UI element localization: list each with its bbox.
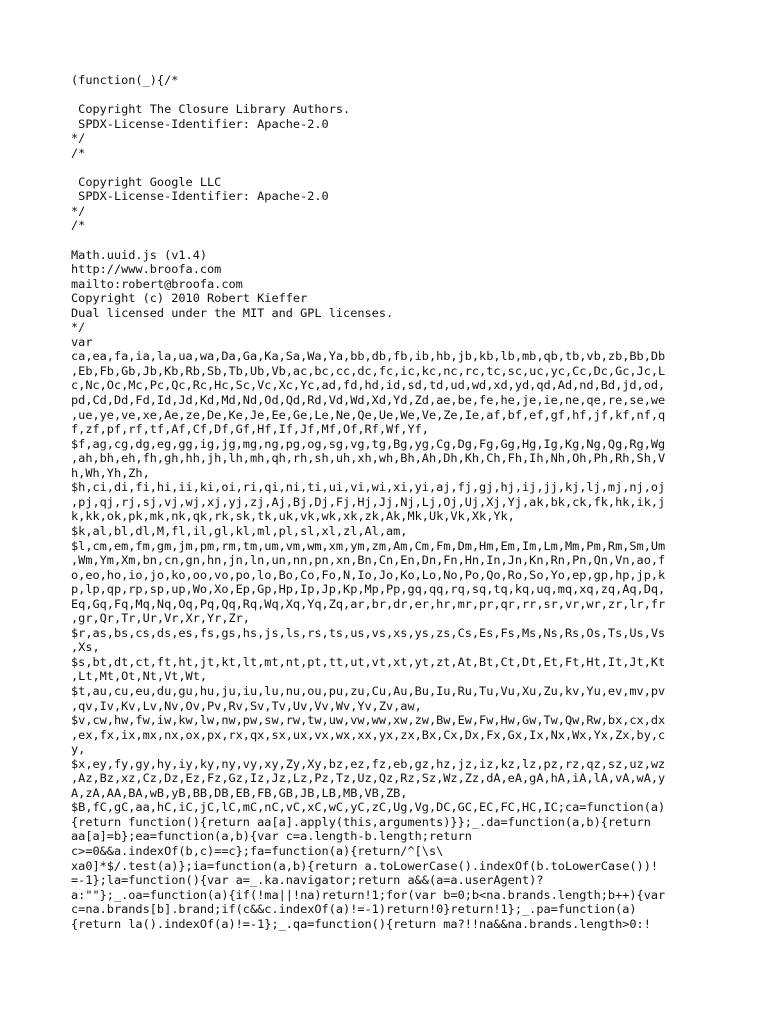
code-line: ,Az,Bz,xz,Cz,Dz,Ez,Fz,Gz,Iz,Jz,Lz,Pz,Tz,Uz,Qz,Rz,Sz,Wz,Zz,dA,eA,gA,hA,iA,lA,vA,wA,y	[71, 771, 666, 786]
code-line: pd,Cd,Dd,Fd,Id,Jd,Kd,Md,Nd,Od,Qd,Rd,Vd,Wd,Xd,Yd,Zd,ae,be,fe,he,je,ie,ne,qe,re,se,we	[71, 393, 666, 408]
code-line: $l,cm,em,fm,gm,jm,pm,rm,tm,um,vm,wm,xm,ym,zm,Am,Cm,Fm,Dm,Hm,Em,Im,Lm,Mm,Pm,Rm,Sm,Um	[71, 538, 666, 553]
code-line: Copyright (c) 2010 Robert Kieffer	[71, 291, 308, 306]
code-line: http://www.broofa.com	[71, 262, 222, 277]
code-line: ,pj,qj,rj,sj,vj,wj,xj,yj,zj,Aj,Bj,Dj,Fj,Hj,Jj,Nj,Lj,Oj,Uj,Xj,Yj,ak,bk,ck,fk,hk,ik,j	[71, 494, 666, 509]
code-line: h,Wh,Yh,Zh,	[71, 465, 150, 480]
code-line: $k,al,bl,dl,M,fl,il,gl,kl,ml,pl,sl,xl,zl,Al,am,	[71, 523, 408, 538]
code-line: ,ex,fx,ix,mx,nx,ox,px,rx,qx,sx,ux,vx,wx,xx,yx,zx,Bx,Cx,Dx,Fx,Gx,Ix,Nx,Wx,Yx,Zx,by,c	[71, 727, 666, 742]
code-line: $f,ag,cg,dg,eg,gg,ig,jg,mg,ng,pg,og,sg,vg,tg,Bg,yg,Cg,Dg,Fg,Gg,Hg,Ig,Kg,Ng,Qg,Rg,Wg	[71, 436, 666, 451]
code-line: c>=0&&a.indexOf(b,c)==c};fa=function(a){return/^[\s\	[71, 843, 444, 858]
code-line: ca,ea,fa,ia,la,ua,wa,Da,Ga,Ka,Sa,Wa,Ya,bb,db,fb,ib,hb,jb,kb,lb,mb,qb,tb,vb,zb,Bb,Db	[71, 349, 666, 364]
code-line: Dual licensed under the MIT and GPL licenses.	[71, 305, 394, 320]
code-line: =-1};la=function(){var a=_.ka.navigator;return a&&(a=a.userAgent)?	[71, 873, 544, 888]
code-line: $B,fC,gC,aa,hC,iC,jC,lC,mC,nC,vC,xC,wC,yC,zC,Ug,Vg,DC,GC,EC,FC,HC,IC;ca=function(a)	[71, 800, 666, 815]
source-code-text	[71, 73, 701, 931]
code-line: aa[a]=b};ea=function(a,b){var c=a.length-b.length;return	[71, 829, 472, 844]
code-line: */	[71, 131, 86, 146]
code-line: ,Eb,Fb,Gb,Jb,Kb,Rb,Sb,Tb,Ub,Vb,ac,bc,cc,dc,fc,ic,kc,nc,rc,tc,sc,uc,yc,Cc,Dc,Gc,Jc,L	[71, 363, 666, 378]
code-line: Copyright Google LLC	[71, 174, 222, 189]
code-line: ,Lt,Mt,Ot,Nt,Vt,Wt,	[71, 669, 208, 684]
code-line	[71, 88, 701, 103]
code-line: SPDX-License-Identifier: Apache-2.0	[71, 189, 329, 204]
code-line: {return function(){return aa[a].apply(this,arguments)}};_.da=function(a,b){return	[71, 814, 651, 829]
code-line: $t,au,cu,eu,du,gu,hu,ju,iu,lu,nu,ou,pu,zu,Cu,Au,Bu,Iu,Ru,Tu,Vu,Xu,Zu,kv,Yu,ev,mv,pv	[71, 683, 666, 698]
code-line: $v,cw,hw,fw,iw,kw,lw,nw,pw,sw,rw,tw,uw,vw,ww,xw,zw,Bw,Ew,Fw,Hw,Gw,Tw,Qw,Rw,bx,cx,dx	[71, 713, 666, 728]
code-line: (function(_){/*	[71, 73, 179, 87]
code-line: c,Nc,Oc,Mc,Pc,Qc,Rc,Hc,Sc,Vc,Xc,Yc,ad,fd,hd,id,sd,td,ud,wd,xd,yd,qd,Ad,nd,Bd,jd,od,	[71, 378, 666, 393]
code-line: f,zf,pf,rf,tf,Af,Cf,Df,Gf,Hf,If,Jf,Mf,Of,Rf,Wf,Yf,	[71, 422, 429, 437]
code-line: /*	[71, 218, 86, 233]
code-line: ,Wm,Ym,Xm,bn,cn,gn,hn,jn,ln,un,nn,pn,xn,Bn,Cn,En,Dn,Fn,Hn,In,Jn,Kn,Rn,Pn,Qn,Vn,ao,f	[71, 553, 666, 568]
code-line: $x,ey,fy,gy,hy,iy,ky,ny,vy,xy,Zy,Xy,bz,ez,fz,eb,gz,hz,jz,iz,kz,lz,pz,rz,qz,sz,uz,wz	[71, 756, 666, 771]
code-line: Math.uuid.js (v1.4)	[71, 247, 208, 262]
code-line: Eq,Gq,Fq,Mq,Nq,Oq,Pq,Qq,Rq,Wq,Xq,Yq,Zq,ar,br,dr,er,hr,mr,pr,qr,rr,sr,vr,wr,zr,lr,fr	[71, 596, 666, 611]
code-line: var	[71, 334, 93, 349]
code-line: o,eo,ho,io,jo,ko,oo,vo,po,lo,Bo,Co,Fo,N,Io,Jo,Ko,Lo,No,Po,Qo,Ro,So,Yo,ep,gp,hp,jp,k	[71, 567, 666, 582]
code-line: k,kk,ok,pk,mk,nk,qk,rk,sk,tk,uk,vk,wk,xk,zk,Ak,Mk,Uk,Vk,Xk,Yk,	[71, 509, 515, 524]
code-line: A,zA,AA,BA,wB,yB,BB,DB,EB,FB,GB,JB,LB,MB,VB,ZB,	[71, 785, 408, 800]
code-line: /*	[71, 145, 86, 160]
code-line: ,gr,Qr,Tr,Ur,Vr,Xr,Yr,Zr,	[71, 611, 250, 626]
code-line: */	[71, 320, 86, 335]
code-line	[71, 160, 701, 175]
code-line: $h,ci,di,fi,hi,ii,ki,oi,ri,qi,ni,ti,ui,vi,wi,xi,yi,aj,fj,gj,hj,ij,jj,kj,lj,mj,nj,oj	[71, 480, 666, 495]
code-line: SPDX-License-Identifier: Apache-2.0	[71, 116, 329, 131]
code-line: $s,bt,dt,ct,ft,ht,jt,kt,lt,mt,nt,pt,tt,ut,vt,xt,yt,zt,At,Bt,Ct,Dt,Et,Ft,Ht,It,Jt,Kt	[71, 654, 666, 669]
code-line: ,Xs,	[71, 640, 100, 655]
code-line: ,qv,Iv,Kv,Lv,Nv,Ov,Pv,Rv,Sv,Tv,Uv,Vv,Wv,Yv,Zv,aw,	[71, 698, 422, 713]
code-line: {return la().indexOf(a)!=-1};_.qa=function(){return ma?!!na&&na.brands.length>0:!	[71, 916, 651, 931]
code-line: ,ue,ye,ve,xe,Ae,ze,De,Ke,Je,Ee,Ge,Le,Ne,Qe,Ue,We,Ve,Ze,Ie,af,bf,ef,gf,hf,jf,kf,nf,q	[71, 407, 666, 422]
code-line: p,lp,qp,rp,sp,up,Wo,Xo,Ep,Gp,Hp,Ip,Jp,Kp,Mp,Pp,gq,qq,rq,sq,tq,kq,uq,mq,xq,zq,Aq,Dq,	[71, 582, 666, 597]
code-line: */	[71, 203, 86, 218]
code-line: y,	[71, 742, 86, 757]
code-line: mailto:robert@broofa.com	[71, 276, 243, 291]
code-line: $r,as,bs,cs,ds,es,fs,gs,hs,js,ls,rs,ts,us,vs,xs,ys,zs,Cs,Es,Fs,Ms,Ns,Rs,Os,Ts,Us,Vs	[71, 625, 666, 640]
code-line: Copyright The Closure Library Authors.	[71, 102, 351, 117]
code-line: c=na.brands[b].brand;if(c&&c.indexOf(a)!=-1)return!0}return!1};_.pa=function(a)	[71, 902, 637, 917]
code-line	[71, 233, 701, 248]
code-line: ,ah,bh,eh,fh,gh,hh,jh,lh,mh,qh,rh,sh,uh,xh,wh,Bh,Ah,Dh,Kh,Ch,Fh,Ih,Nh,Oh,Ph,Rh,Sh,V	[71, 451, 666, 466]
code-line: xa0]*$/.test(a)};ia=function(a,b){return a.toLowerCase().indexOf(b.toLowerCase())!	[71, 858, 659, 873]
code-line: a:""};_.oa=function(a){if(!ma||!na)return!1;for(var b=0;b<na.brands.length;b++){var	[71, 887, 666, 902]
